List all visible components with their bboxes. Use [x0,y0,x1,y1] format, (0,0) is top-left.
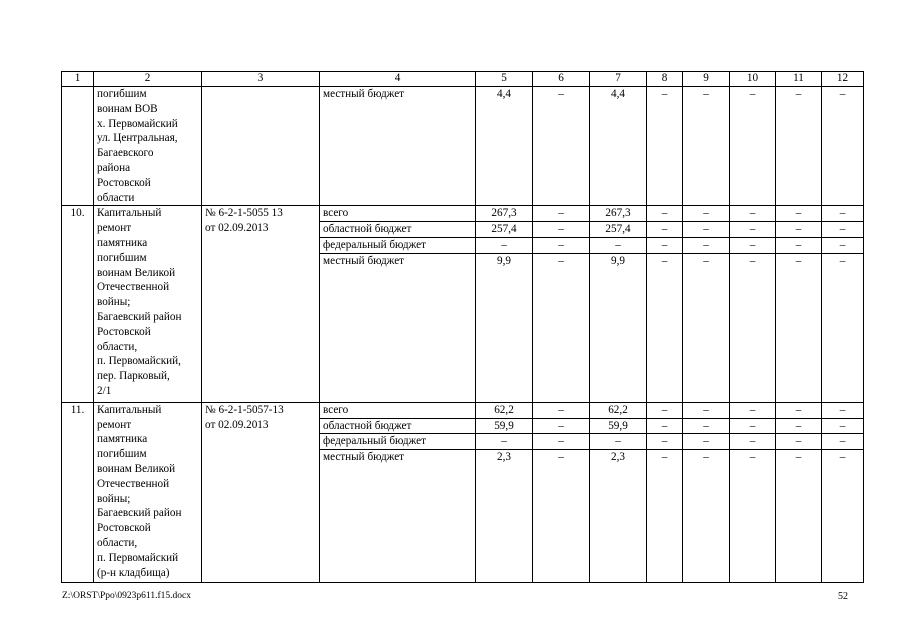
value-cell: – [533,402,590,418]
value-cell: – [647,87,683,206]
value-cell: – [776,87,822,206]
value-cell: – [730,253,776,402]
value-cell: – [683,402,730,418]
value-cell: – [730,237,776,253]
text-line: района [97,161,131,174]
value-cell: 257,4 [590,222,647,238]
text-line: ремонт [97,222,132,235]
text-line: погибшим [97,251,147,264]
text-line: области [97,191,135,204]
value-cell: – [647,206,683,222]
value-cell: – [776,222,822,238]
value-cell: – [533,418,590,434]
value-cell: – [776,434,822,450]
value-cell: – [730,450,776,583]
value-cell: – [647,418,683,434]
text-line: области, [97,340,138,353]
text-line: памятника [97,236,148,249]
value-cell: 9,9 [590,253,647,402]
value-cell: – [776,450,822,583]
text-line: № 6-2-1-5055 13 [205,207,283,220]
value-cell: 2,3 [590,450,647,583]
value-cell: – [776,418,822,434]
value-cell: – [822,237,864,253]
value-cell: 2,3 [476,450,533,583]
text-line: погибшим [97,448,147,461]
value-cell: – [822,206,864,222]
text-line: войны; [97,492,131,505]
text-line: памятника [97,433,148,446]
header-cell: 8 [647,72,683,87]
funding-source-cell: местный бюджет [320,253,476,402]
value-cell: – [683,222,730,238]
value-cell: – [647,237,683,253]
value-cell: – [683,87,730,206]
value-cell: – [683,450,730,583]
header-cell: 2 [94,72,202,87]
table-row [62,402,864,418]
text-line: пер. Парковый, [97,370,170,383]
value-cell: – [822,222,864,238]
text-line: ремонт [97,418,132,431]
value-cell: – [647,253,683,402]
funding-source-cell: местный бюджет [320,450,476,583]
funding-source-cell: федеральный бюджет [320,434,476,450]
item-number-cell: 10. [62,206,94,402]
value-cell: – [590,434,647,450]
item-number-cell: 11. [62,402,94,582]
value-cell: 59,9 [590,418,647,434]
value-cell: – [533,450,590,583]
value-cell: – [476,237,533,253]
text-line: Ростовской [97,176,151,189]
value-cell: – [730,418,776,434]
object-cell [94,87,202,206]
value-cell: – [533,222,590,238]
funding-source-cell: всего [320,402,476,418]
budget-table [61,71,864,583]
header-cell: 10 [730,72,776,87]
text-line: п. Первомайский, [97,355,181,368]
header-cell: 1 [62,72,94,87]
value-cell: – [730,87,776,206]
value-cell: – [822,402,864,418]
value-cell: 62,2 [476,402,533,418]
value-cell: – [533,253,590,402]
text-line: Багаевского [97,147,154,160]
text-line: х. Первомайский [97,117,178,130]
funding-source-cell: местный бюджет [320,87,476,206]
value-cell: 267,3 [476,206,533,222]
text-line: Багаевский район [97,507,182,520]
object-cell [94,206,202,402]
contract-cell [202,402,320,582]
contract-cell [202,206,320,402]
text-line: Капитальный [97,403,162,416]
value-cell: – [822,450,864,583]
header-cell: 3 [202,72,320,87]
value-cell: 257,4 [476,222,533,238]
text-line: № 6-2-1-5057-13 [205,403,284,416]
value-cell: – [730,206,776,222]
value-cell: – [533,237,590,253]
value-cell: – [533,206,590,222]
header-cell: 5 [476,72,533,87]
value-cell: – [683,418,730,434]
funding-source-cell: областной бюджет [320,418,476,434]
header-cell: 7 [590,72,647,87]
text-line: войны; [97,296,131,309]
text-line: Багаевский район [97,310,182,323]
value-cell: – [683,237,730,253]
text-line: погибшим [97,88,147,100]
contract-cell [202,87,320,206]
text-line: 2/1 [97,384,112,397]
value-cell: 59,9 [476,418,533,434]
header-cell: 6 [533,72,590,87]
table-row [62,206,864,222]
text-line: воинам ВОВ [97,102,158,115]
value-cell: – [822,253,864,402]
document-path: Z:\ORST\Ppo\0923p611.f15.docx [62,591,191,601]
value-cell: – [730,222,776,238]
value-cell: – [590,237,647,253]
value-cell: 4,4 [476,87,533,206]
text-line: Капитальный [97,207,162,220]
header-cell: 11 [776,72,822,87]
text-line: воинам Великой [97,462,176,475]
text-line: п. Первомайский [97,551,179,564]
value-cell: – [647,450,683,583]
header-cell: 4 [320,72,476,87]
funding-source-cell: федеральный бюджет [320,237,476,253]
value-cell: – [730,434,776,450]
text-line: (р-н кладбища) [97,566,170,579]
value-cell: – [822,418,864,434]
text-line: Ростовской [97,325,151,338]
value-cell: 4,4 [590,87,647,206]
value-cell: – [647,402,683,418]
text-line: от 02.09.2013 [205,222,269,235]
value-cell: – [683,434,730,450]
value-cell: – [730,402,776,418]
text-line: воинам Великой [97,266,176,279]
header-cell: 9 [683,72,730,87]
text-line: Отечественной [97,477,170,490]
value-cell: – [683,253,730,402]
value-cell: – [776,206,822,222]
value-cell: – [476,434,533,450]
value-cell: 62,2 [590,402,647,418]
text-line: от 02.09.2013 [205,418,269,431]
value-cell: – [822,434,864,450]
text-line: Ростовской [97,522,151,535]
header-cell: 12 [822,72,864,87]
value-cell: – [647,434,683,450]
number-cell [62,87,94,206]
value-cell: – [533,434,590,450]
funding-source-cell: областной бюджет [320,222,476,238]
text-line: ул. Центральная, [97,132,178,145]
value-cell: – [776,237,822,253]
text-line: Отечественной [97,281,170,294]
value-cell: – [776,253,822,402]
funding-source-cell: всего [320,206,476,222]
value-cell: – [533,87,590,206]
column-number-header [62,72,864,87]
text-line: области, [97,536,138,549]
page-number: 52 [838,591,848,602]
object-cell [94,402,202,582]
continuation-row [62,87,864,206]
value-cell: 9,9 [476,253,533,402]
value-cell: – [647,222,683,238]
value-cell: – [776,402,822,418]
value-cell: 267,3 [590,206,647,222]
value-cell: – [822,87,864,206]
value-cell: – [683,206,730,222]
